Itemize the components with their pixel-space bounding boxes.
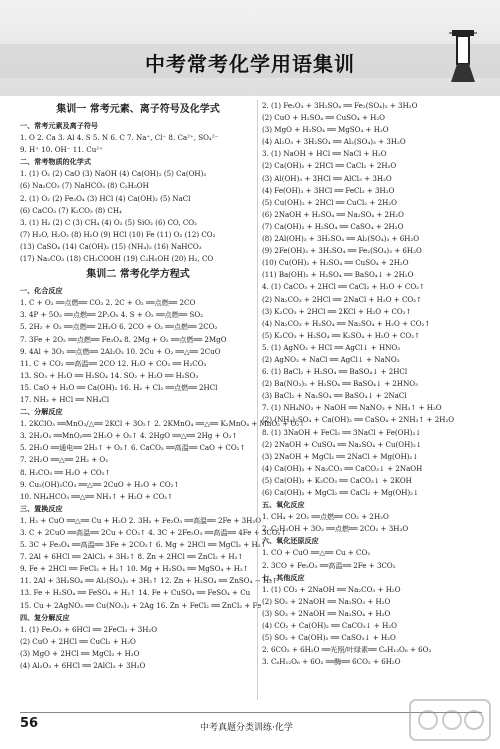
equation-line: (3) Al(OH)₃ + 3HCl ══ AlCl₃ + 3H₂O <box>262 173 392 183</box>
equation-line: 1. CO + CuO ══△══ Cu + CO₂ <box>262 548 371 558</box>
equation-line: 7. 3Fe + 2O₂ ══点燃══ Fe₃O₄ 8. 2Mg + O₂ ══点燃══ 2MgO <box>20 334 227 344</box>
equation-line: (4) Fe(OH)₃ + 3HCl ══ FeCl₃ + 3H₂O <box>262 185 395 195</box>
equation-line: (7) H₂O, H₂O₂ (8) H₂O (9) HCl (10) Fe (11) O₂ (12) CO₂ <box>20 229 216 239</box>
book-name: 中考真题分类训练·化学 <box>200 723 293 733</box>
column-divider <box>257 100 258 700</box>
equation-line: 9. Fe + 2HCl ══ FeCl₂ + H₂↑ 10. Mg + H₂SO₄ ══ MgSO₄ + H₂↑ <box>20 564 249 574</box>
equation-line: 3. 2H₂O₂ ══MnO₂══ 2H₂O + O₂↑ 4. 2HgO ══△══ 2Hg + O₂↑ <box>20 431 238 441</box>
equation-line: (4) Al₂O₃ + 6HCl ══ 2AlCl₃ + 3H₂O <box>20 661 146 671</box>
equation-line: 8. (1) 3NaOH + FeCl₃ ══ 3NaCl + Fe(OH)₃↓ <box>262 427 422 437</box>
subsection-title: 六、氧化还原反应 <box>262 536 319 546</box>
equation-line: (6) 2NaOH + H₂SO₄ ══ Na₂SO₄ + 2H₂O <box>262 209 404 219</box>
equation-line: 11. 2Al + 3H₂SO₄ ══ Al₂(SO₄)₃ + 3H₂↑ 12. Zn + H₂SO₄ ══ ZnSO₄ + H₂↑ <box>20 576 278 586</box>
equation-line: (3) BaCl₂ + Na₂SO₄ ══ BaSO₄↓ + 2NaCl <box>262 391 407 401</box>
subsection-title: 三、置换反应 <box>20 503 63 513</box>
equation-line: 7. 2Al + 6HCl ══ 2AlCl₃ + 3H₂↑ 8. Zn + 2HCl ══ ZnCl₂ + H₂↑ <box>20 552 244 562</box>
equation-line: 2. (1) Fe₂O₃ + 3H₂SO₄ ══ Fe₂(SO₄)₃ + 3H₂O <box>262 101 418 110</box>
equation-line: 3. C₆H₁₂O₆ + 6O₂ ══酶══ 6CO₂ + 6H₂O <box>262 657 401 667</box>
equation-line: 2. (1) O₂ (2) Fe₃O₄ (3) HCl (4) Ca(OH)₂ (5) NaCl <box>20 193 191 203</box>
equation-line: 11. C + CO₂ ══高温══ 2CO 12. H₂O + CO₂ ══ H₂CO₃ <box>20 358 207 368</box>
equation-line: (5) Cu(OH)₂ + 2HCl ══ CuCl₂ + 2H₂O <box>262 197 397 207</box>
equation-line: (2) Na₂CO₃ + 2HCl ══ 2NaCl + H₂O + CO₂↑ <box>262 294 423 304</box>
equation-line: (5) K₂CO₃ + H₂SO₄ ══ K₂SO₄ + H₂O + CO₂↑ <box>262 330 421 340</box>
equation-line: 3. (1) H₂ (2) C (3) CH₄ (4) O₂ (5) SiO₂ (6) CO, CO₂ <box>20 217 197 227</box>
equation-line: (6) Ca(OH)₂ + MgCl₂ ══ CaCl₂ + Mg(OH)₂↓ <box>262 488 419 497</box>
equation-line: 13. SO₃ + H₂O ══ H₂SO₄ 14. SO₂ + H₂O ══ H₂SO₃ <box>20 370 199 380</box>
equation-line: 1. (1) CO₂ + 2NaOH ══ Na₂CO₃ + H₂O <box>262 584 401 594</box>
equation-line: (2) SO₂ + 2NaOH ══ Na₂SO₃ + H₂O <box>262 596 391 606</box>
equation-line: 9. H⁺ 10. OH⁻ 11. Cu²⁺ <box>20 145 103 155</box>
equation-line: 15. Cu + 2AgNO₃ ══ Cu(NO₃)₂ + 2Ag 16. Zn + FeCl₂ ══ ZnCl₂ + Fe <box>20 600 262 610</box>
equation-line: (5) Ca(OH)₂ + K₂CO₃ ══ CaCO₃↓ + 2KOH <box>262 475 412 485</box>
equation-line: 2. 6CO₂ + 6H₂O ══光照/叶绿素══ C₆H₁₂O₆ + 6O₂ <box>262 645 432 655</box>
equation-line: (6) Na₂CO₃ (7) NaHCO₃ (8) C₂H₅OH <box>20 181 149 191</box>
equation-line: 17. NH₃ + HCl ══ NH₄Cl <box>20 394 110 404</box>
equation-line: (11) Ba(OH)₂ + H₂SO₄ ══ BaSO₄↓ + 2H₂O <box>262 270 414 280</box>
equation-line: (2) AgNO₃ + NaCl ══ AgCl↓ + NaNO₃ <box>262 354 400 364</box>
right-column <box>262 100 484 668</box>
equation-line: (7) Ca(OH)₂ + H₂SO₄ ══ CaSO₄ + 2H₂O <box>262 221 404 231</box>
equation-line: 3. C + 2CuO ══高温══ 2Cu + CO₂↑ 4. 3C + 2Fe₂O₃ ══高温══ 4Fe + 3CO₂↑ <box>20 528 287 537</box>
equation-line: 3. (1) NaOH + HCl ══ NaCl + H₂O <box>262 149 387 159</box>
equation-line: 7. (1) NH₄NO₃ + NaOH ══ NaNO₃ + NH₃↑ + H₂O <box>262 403 442 413</box>
equation-line: (2) 2NaOH + CuSO₄ ══ Na₂SO₄ + Cu(OH)₂↓ <box>262 439 422 449</box>
equation-line: 5. 3C + Fe₃O₄ ══高温══ 3Fe + 2CO₂↑ 6. Mg + 2HCl ══ MgCl₂ + H₂↑ <box>20 540 267 550</box>
equation-line: 1. (1) Fe₂O₃ + 6HCl ══ 2FeCl₃ + 3H₂O <box>20 624 158 634</box>
flask-icon <box>448 28 478 84</box>
equation-line: 5. 2H₂ + O₂ ══点燃══ 2H₂O 6. 2CO + O₂ ══点燃══ 2CO₂ <box>20 322 218 332</box>
equation-line: (6) CaCO₃ (7) K₂CO₃ (8) CH₄ <box>20 205 122 215</box>
section-title: 集训二 常考化学方程式 <box>86 269 190 281</box>
subsection-title: 七、其他反应 <box>262 572 305 582</box>
equation-line: 13. Fe + H₂SO₄ ══ FeSO₄ + H₂↑ 14. Fe + CuSO₄ ══ FeSO₄ + Cu <box>20 588 251 598</box>
equation-line: 6. (1) BaCl₂ + H₂SO₄ ══ BaSO₄↓ + 2HCl <box>262 367 408 377</box>
equation-line: 5. (1) AgNO₃ + HCl ══ AgCl↓ + HNO₃ <box>262 342 401 352</box>
equation-line: 1. CH₄ + 2O₂ ══点燃══ CO₂ + 2H₂O <box>262 512 389 522</box>
equation-line: (2) CuO + H₂SO₄ ══ CuSO₄ + H₂O <box>262 113 385 123</box>
equation-line: (5) SO₂ + Ca(OH)₂ ══ CaSO₃↓ + H₂O <box>262 633 396 643</box>
subsection-title: 二、常考物质的化学式 <box>20 157 91 167</box>
equation-line: 8. H₂CO₃ ══ H₂O + CO₂↑ <box>20 467 111 477</box>
equation-line: (2) Ca(OH)₂ + 2HCl ══ CaCl₂ + 2H₂O <box>262 161 397 171</box>
equation-line: (10) Cu(OH)₂ + H₂SO₄ ══ CuSO₄ + 2H₂O <box>262 258 409 268</box>
equation-line: (8) 2Al(OH)₃ + 3H₂SO₄ ══ Al₂(SO₄)₃ + 6H₂O <box>262 234 420 244</box>
header-banner <box>0 0 500 96</box>
equation-line: 1. 2KClO₃ ══MnO₂/△══ 2KCl + 3O₂↑ 2. 2KMnO₄ ══△══ K₂MnO₄ + MnO₂ + O₂↑ <box>20 419 306 429</box>
subsection-title: 二、分解反应 <box>20 407 63 417</box>
equation-line: (13) CaSO₄ (14) Ca(OH)₂ (15) (NH₄)₂ (16) NaHCO₃ <box>20 241 202 251</box>
equation-line: (3) MgO + H₂SO₄ ══ MgSO₄ + H₂O <box>262 125 389 135</box>
equation-line: 15. CaO + H₂O ══ Ca(OH)₂ 16. H₂ + Cl₂ ══点燃══ 2HCl <box>20 382 218 392</box>
equation-line: 7. 2H₂O ══△══ 2H₂ + O₂ <box>20 455 109 465</box>
equation-line: (4) Na₂CO₃ + H₂SO₄ ══ Na₂SO₄ + H₂O + CO₂↑ <box>262 318 431 328</box>
equation-line: 10. NH₄HCO₃ ══△══ NH₃↑ + H₂O + CO₂↑ <box>20 491 174 501</box>
equation-line: (2) CuO + 2HCl ══ CuCl₂ + H₂O <box>20 636 136 646</box>
equation-line: 2. C₂H₅OH + 3O₂ ══点燃══ 2CO₂ + 3H₂O <box>262 524 409 534</box>
subsection-title: 五、氧化反应 <box>262 500 305 510</box>
equation-line: (2) Ba(NO₃)₂ + H₂SO₄ ══ BaSO₄↓ + 2HNO₃ <box>262 379 418 389</box>
equation-line: 9. Cu₂(OH)₂CO₃ ══△══ 2CuO + H₂O + CO₂↑ <box>20 479 180 489</box>
equation-line: 1. (1) O₂ (2) CaO (3) NaOH (4) Ca(OH)₂ (5) Ca(OH)₂ <box>20 169 207 179</box>
equation-line: (4) Al₂O₃ + 3H₂SO₄ ══ Al₂(SO₄)₃ + 3H₂O <box>262 137 406 147</box>
equation-line: (4) Ca(OH)₂ + Na₂CO₃ ══ CaCO₃↓ + 2NaOH <box>262 463 423 473</box>
equation-line: (4) CO₂ + Ca(OH)₂ ══ CaCO₃↓ + H₂O <box>262 621 397 631</box>
equation-line: 5. 2H₂O ══通电══ 2H₂↑ + O₂↑ 6. CaCO₃ ══高温══ CaO + CO₂↑ <box>20 443 246 453</box>
equation-line: 4. (1) CaCO₃ + 2HCl ══ CaCl₂ + H₂O + CO₂↑ <box>262 282 425 292</box>
subsection-title: 四、复分解反应 <box>20 612 70 622</box>
equation-line: 1. O 2. Ca 3. Al 4. S 5. N 6. C 7. Na⁺, Cl⁻ 8. Ca²⁺, SO₄²⁻ <box>20 133 219 143</box>
equation-line: (3) SO₃ + 2NaOH ══ Na₂SO₄ + H₂O <box>262 608 391 618</box>
equation-line: (3) K₂CO₃ + 2HCl ══ 2KCl + H₂O + CO₂↑ <box>262 306 412 316</box>
page-number: 56 <box>20 716 39 731</box>
equation-line: 9. 4Al + 3O₂ ══点燃══ 2Al₂O₃ 10. 2Cu + O₂ ══△══ 2CuO <box>20 346 221 356</box>
equation-line: 1. H₂ + CuO ══△══ Cu + H₂O 2. 3H₂ + Fe₂O₃ ══高温══ 2Fe + 3H₂O <box>20 515 262 525</box>
subsection-title: 一、化合反应 <box>20 286 63 296</box>
equation-line: (2) (NH₄)₂SO₄ + Ca(OH)₂ ══ CaSO₄ + 2NH₃↑ + 2H₂O <box>262 415 455 425</box>
section-title: 集训一 常考元素、离子符号及化学式 <box>56 104 220 115</box>
equation-line: 2. 3CO + Fe₂O₃ ══高温══ 2Fe + 3CO₂ <box>262 560 396 570</box>
equation-line: (17) Na₂CO₃ (18) CH₃COOH (19) C₂H₅OH (20) H₂, CO <box>20 254 214 264</box>
watermark-logo <box>408 696 492 744</box>
equation-line: 1. C + O₂ ══点燃══ CO₂ 2. 2C + O₂ ══点燃══ 2CO <box>20 298 196 308</box>
equation-line: (3) MgO + 2HCl ══ MgCl₂ + H₂O <box>20 648 140 658</box>
page-title: 中考常考化学用语集训 <box>145 52 355 76</box>
equation-line: (9) 2Fe(OH)₃ + 3H₂SO₄ ══ Fe₂(SO₄)₃ + 6H₂O <box>262 246 422 256</box>
equation-line: (3) 2NaOH + MgCl₂ ══ 2NaCl + Mg(OH)₂↓ <box>262 451 419 461</box>
subsection-title: 一、常考元素及离子符号 <box>20 121 99 130</box>
equation-line: 3. 4P + 5O₂ ══点燃══ 2P₂O₅ 4. S + O₂ ══点燃══ SO₂ <box>20 310 204 320</box>
